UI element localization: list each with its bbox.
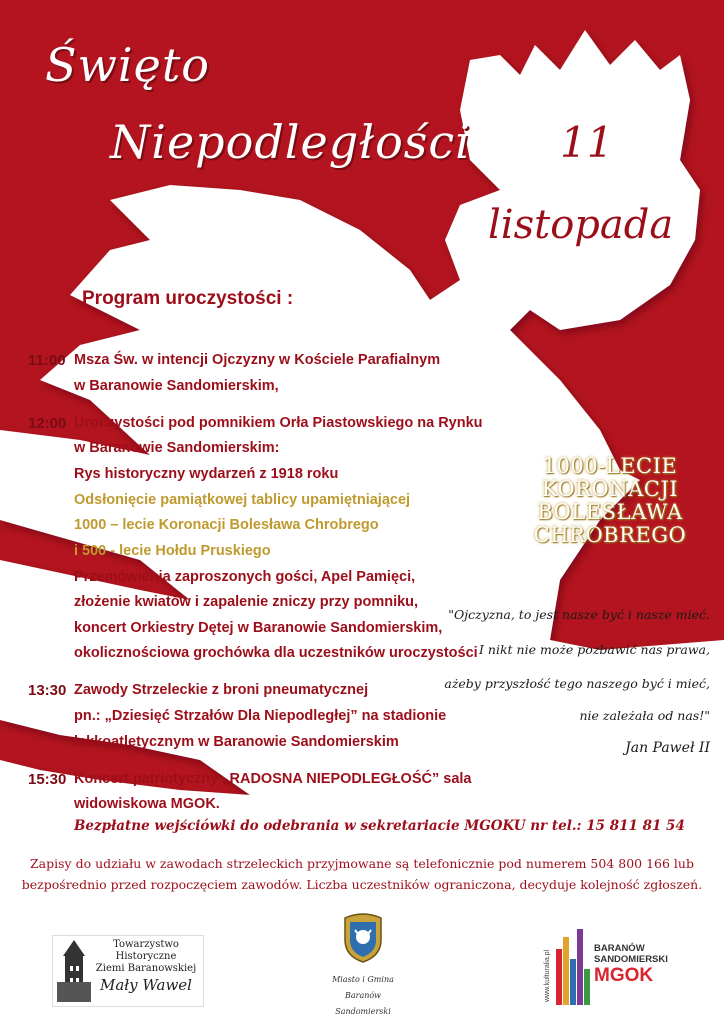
- quote-author: Jan Paweł II: [625, 740, 710, 756]
- jubilee-line: 1000-LECIE: [542, 454, 678, 478]
- jubilee-line: CHROBREGO: [533, 523, 687, 547]
- thm-logo: [52, 935, 204, 1007]
- thm-name-line: Towarzystwo: [113, 939, 179, 950]
- castle-icon: [57, 938, 91, 1004]
- thm-name-line: Ziemi Baranowskiej: [95, 963, 197, 974]
- program-line: lekkoatletycznym w Baranowie Sandomierskim: [74, 734, 399, 750]
- program-line: w Baranowie Sandomierskim:: [74, 440, 280, 456]
- mgok-name-line: SANDOMIERSKI: [594, 954, 668, 965]
- program-line: Koncert patriotyczny „RADOSNA NIEPODLEGŁOŚĆ” sala: [74, 771, 472, 787]
- program-line: 1000 – lecie Koronacji Bolesława Chrobrego: [74, 517, 379, 533]
- coat-of-arms-icon: [341, 910, 385, 964]
- program-time: 13:30: [28, 682, 67, 699]
- program-line: Uroczystości pod pomnikiem Orła Piastowskiego na Rynku: [74, 415, 483, 431]
- mgok-bars-icon: [556, 929, 590, 1005]
- jubilee-line: KORONACJI: [541, 477, 679, 501]
- registration-note: Zapisy do udziału w zawodach strzeleckich przyjmowane są telefonicznie pod numerem 504 800 166 lub: [30, 856, 694, 871]
- quote-line: ażeby przyszłość tego naszego być i mieć,: [444, 676, 710, 691]
- program-line: w Baranowie Sandomierskim,: [74, 378, 279, 394]
- program-line: i 500 - lecie Hołdu Pruskiego: [74, 543, 271, 559]
- quote-line: "Ojczyzna, to jest nasze być i nasze mieć.: [448, 607, 710, 622]
- title-line-2: Niepodległości: [110, 115, 471, 169]
- program-line: pn.: „Dziesięć Strzałów Dla Niepodległej” na stadionie: [74, 708, 447, 724]
- program-heading: Program uroczystości :: [82, 288, 294, 309]
- quote-line: I nikt nie może pozbawić nas prawa,: [479, 642, 710, 657]
- thm-script-name: Mały Wawel: [100, 976, 192, 994]
- program-line: widowiskowa MGOK.: [74, 796, 220, 812]
- jubilee-text: [520, 455, 700, 547]
- registration-note: bezpośrednio przed rozpoczęciem zawodów. Liczba uczestników ograniczona, decyduje kolejność zgłoszeń.: [21, 877, 703, 892]
- mgok-name-line: BARANÓW: [594, 943, 645, 954]
- program-line: Rys historyczny wydarzeń z 1918 roku: [74, 466, 339, 482]
- title-line-1: Święto: [45, 38, 211, 92]
- date-day: 11: [560, 118, 614, 167]
- program-time: 12:00: [28, 415, 67, 432]
- program-line: Przemówienia zaproszonych gości, Apel Pamięci,: [74, 569, 416, 585]
- gmina-name-line: Baranów Sandomierski: [335, 991, 391, 1016]
- jubilee-line: BOLESŁAWA: [537, 500, 683, 524]
- mgok-url: www.kulturalia.pl: [544, 949, 551, 1002]
- program-time: 15:30: [28, 771, 67, 788]
- mgok-logo: [544, 925, 668, 1010]
- program-line: Zawody Strzeleckie z broni pneumatycznej: [74, 682, 369, 698]
- mgok-name-big: MGOK: [594, 965, 654, 986]
- gmina-logo: [318, 910, 408, 1016]
- thm-name-line: Historyczne: [115, 951, 177, 962]
- program-line: Odsłonięcie pamiątkowej tablicy upamiętniającej: [74, 492, 411, 508]
- program-line: koncert Orkiestry Dętej w Baranowie Sandomierskim,: [74, 620, 443, 636]
- quote-line: nie zależała od nas!": [579, 708, 710, 723]
- date-month: listopada: [488, 202, 674, 248]
- program-line: okolicznościowa grochówka dla uczestników uroczystości: [74, 645, 478, 661]
- free-tickets-info: Bezpłatne wejściówki do odebrania w sekretariacie MGOKU nr tel.: 15 811 81 54: [74, 818, 685, 834]
- program-time: 11:00: [28, 352, 66, 369]
- program-line: złożenie kwiatów i zapalenie zniczy przy pomniku,: [74, 594, 419, 610]
- program-line: Msza Św. w intencji Ojczyzny w Kościele Parafialnym: [74, 352, 441, 368]
- gmina-name-line: Miasto i Gmina: [332, 975, 394, 984]
